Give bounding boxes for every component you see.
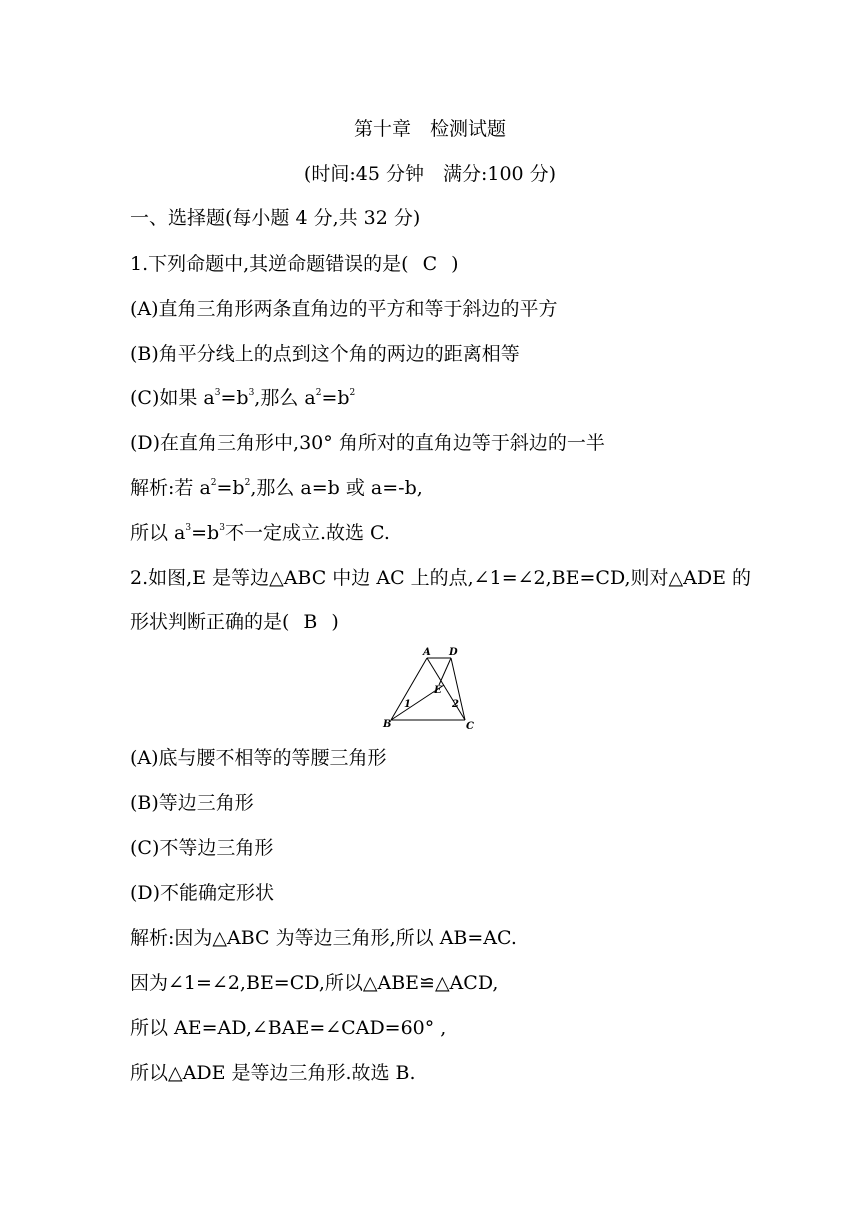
solution-part: 所以 a (130, 522, 186, 544)
exponent: 3 (185, 523, 192, 533)
label-angle-1: 1 (404, 699, 411, 710)
option-c-part: =b (220, 387, 249, 409)
solution-part: =b (191, 522, 220, 544)
question-2-option-d: (D)不能确定形状 (130, 882, 275, 904)
label-c: C (466, 721, 474, 732)
segment-ac (427, 658, 465, 720)
page-subtitle: (时间:45 分钟 满分:100 分) (303, 163, 557, 185)
question-2-answer: B (303, 611, 318, 633)
solution-part: 不一定成立.故选 C. (224, 522, 390, 544)
solution-part: 解析:若 a (130, 477, 211, 499)
question-2-stem-line-1: 2.如图,E 是等边△ABC 中边 AC 上的点,∠1=∠2,BE=CD,则对△ADE 的 (130, 567, 752, 589)
question-1-stem (130, 252, 459, 276)
question-1-solution-1 (130, 476, 423, 500)
question-2-option-c: (C)不等边三角形 (130, 837, 274, 859)
question-2-close: ) (331, 611, 339, 633)
label-d: D (449, 647, 458, 658)
exponent: 2 (244, 478, 251, 488)
option-c-part: ,那么 a (254, 387, 316, 409)
segment-de (439, 658, 451, 685)
label-a: A (423, 647, 431, 658)
question-2-text: 形状判断正确的是( (130, 611, 290, 633)
question-2-solution-3: 所以 AE=AD,∠BAE=∠CAD=60° , (130, 1017, 447, 1039)
exponent: 3 (219, 523, 225, 533)
question-1-answer: C (422, 253, 438, 275)
page-title: 第十章 检测试题 (353, 118, 506, 140)
solution-part: =b (216, 477, 245, 499)
question-1-option-a: (A)直角三角形两条直角边的平方和等于斜边的平方 (130, 298, 558, 320)
exponent: 3 (248, 388, 255, 398)
exponent: 2 (210, 478, 217, 488)
question-1-text: 1.下列命题中,其逆命题错误的是( (130, 253, 409, 275)
segment-dc (451, 658, 465, 720)
question-1-option-c (130, 386, 355, 410)
exponent: 2 (349, 388, 356, 398)
segment-ab (391, 658, 427, 720)
question-2-stem-line-2 (130, 610, 339, 634)
geometry-figure (378, 645, 478, 735)
question-2-option-a: (A)底与腰不相等的等腰三角形 (130, 747, 387, 769)
question-2-solution-4: 所以△ADE 是等边三角形.故选 B. (130, 1062, 416, 1084)
section-heading: 一、选择题(每小题 4 分,共 32 分) (130, 207, 421, 229)
label-b: B (383, 719, 392, 730)
question-2-solution-2: 因为∠1=∠2,BE=CD,所以△ABE≌△ACD, (130, 972, 499, 994)
exponent: 2 (315, 388, 322, 398)
question-1-option-b: (B)角平分线上的点到这个角的两边的距离相等 (130, 343, 520, 365)
question-1-option-d: (D)在直角三角形中,30° 角所对的直角边等于斜边的一半 (130, 432, 605, 454)
label-angle-2: 2 (452, 699, 459, 710)
solution-part: ,那么 a=b 或 a=-b, (250, 477, 423, 499)
label-e: E (434, 685, 442, 696)
option-c-part: (C)如果 a (130, 387, 215, 409)
question-2-solution-1: 解析:因为△ABC 为等边三角形,所以 AB=AC. (130, 927, 517, 949)
option-c-part: =b (321, 387, 350, 409)
exponent: 3 (214, 388, 221, 398)
question-1-close: ) (451, 253, 459, 275)
question-1-solution-2 (130, 521, 390, 545)
question-2-option-b: (B)等边三角形 (130, 792, 254, 814)
